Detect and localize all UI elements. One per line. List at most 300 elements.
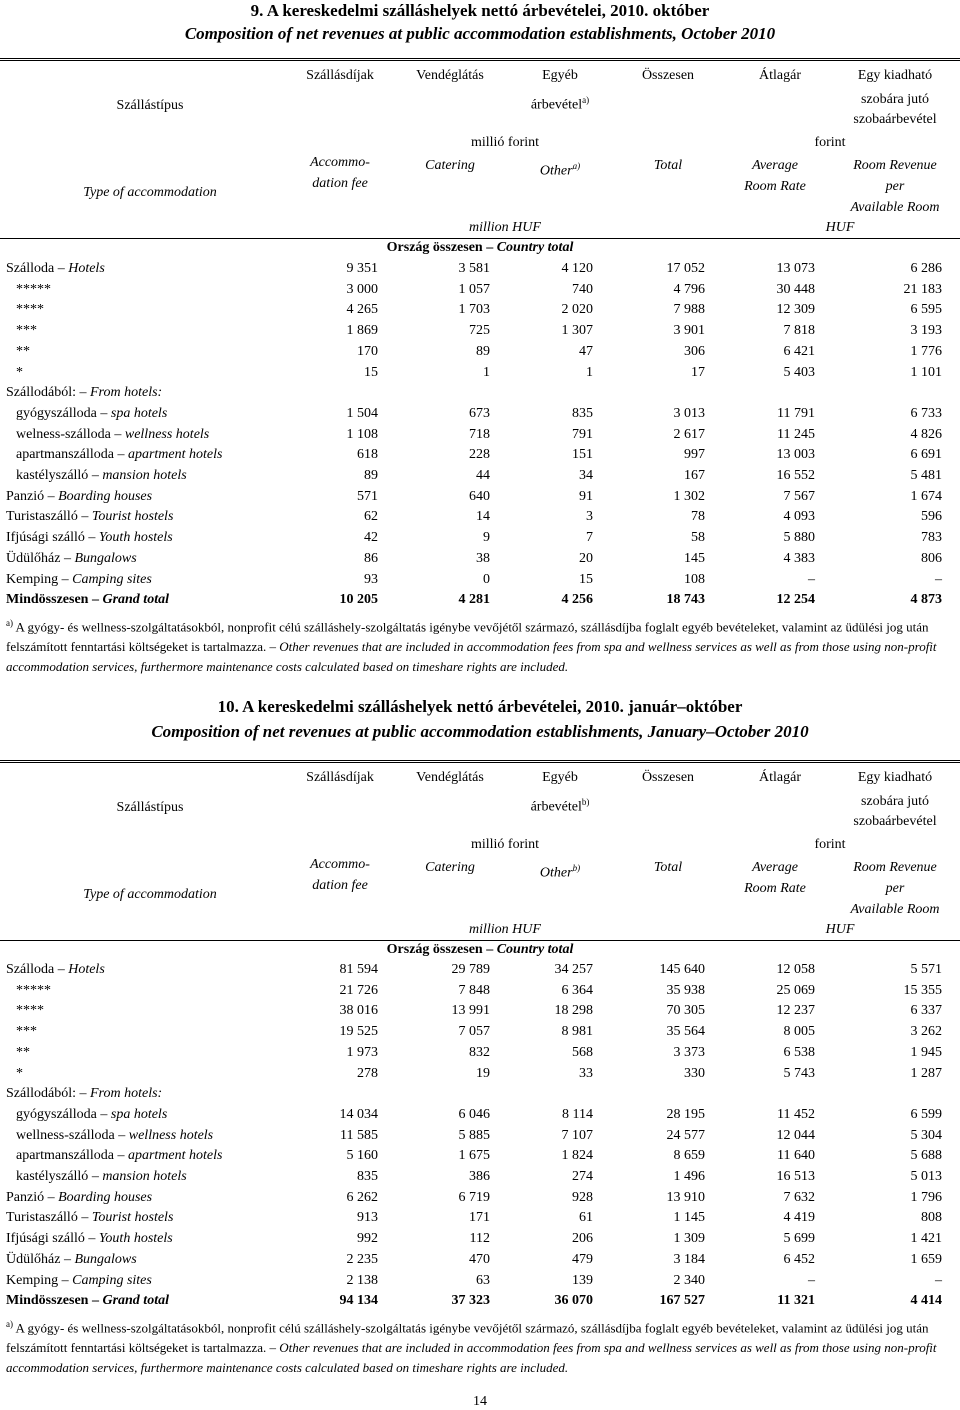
- row-label: *: [16, 1065, 23, 1081]
- cell-value: 28 195: [666, 1106, 705, 1122]
- cell-value: 112: [469, 1231, 490, 1247]
- row-label-en: Hotels: [68, 962, 105, 977]
- cell-value: 740: [572, 281, 593, 297]
- row-label: **: [16, 343, 30, 359]
- table-row: [0, 1188, 960, 1208]
- row-label: gyógyszálloda – spa hotels: [16, 405, 168, 421]
- table-row: [0, 383, 960, 403]
- cell-value: 6 733: [910, 405, 942, 421]
- row-label: Ifjúsági szálló – Youth hostels: [6, 530, 173, 546]
- table-row: [0, 1022, 960, 1042]
- row-label-en: Youth hostels: [98, 530, 173, 546]
- cell-value: 5 571: [910, 962, 942, 977]
- col6-header-hu-a: Egy kiadható: [857, 68, 933, 83]
- table-row: [0, 528, 960, 548]
- footnote-text: $^{a)}$ A gyógy- és wellness-szolgáltatásokból, nonprofit célú szálláshely-szolgáltatás igénybe vevőjétől származó, szállásdíjba foglalt egyéb bevételeket, valamint az üdülési jog után felszámított fenntartási költségeket is tartalmazza. – Other revenues that are included in accommodation fees from spa and wellness services as well as from those using non-profit accommodation services, furthermore maintenance costs calculated based on timeshare rights are included.: [6, 618, 937, 675]
- cell-value: 15: [579, 571, 593, 587]
- row-label-en: spa hotels: [110, 1106, 168, 1122]
- country-total-en: Country total: [496, 240, 574, 255]
- col1-header-en-b: dation fee: [312, 176, 368, 191]
- table-row: [0, 549, 960, 569]
- cell-value: 6 046: [458, 1106, 490, 1122]
- col4-header-hu: Összesen: [641, 770, 695, 785]
- cell-value: 5 688: [910, 1148, 942, 1164]
- cell-value: 7: [586, 530, 593, 546]
- row-label: Ifjúsági szálló – Youth hostels: [6, 1231, 173, 1247]
- cell-value: 171: [469, 1210, 490, 1226]
- cell-value: 596: [921, 509, 942, 525]
- cell-value: 1 703: [458, 302, 490, 318]
- table-row: [0, 960, 960, 980]
- cell-value: 11 791: [777, 405, 815, 421]
- country-total-label: Ország összesen – Country total: [386, 942, 574, 957]
- row-label: Szálloda – Hotels: [6, 962, 105, 977]
- cell-value: 1 945: [910, 1044, 942, 1060]
- cell-value: 673: [469, 405, 490, 421]
- col1-header-hu: Szállásdíjak: [306, 770, 374, 785]
- cell-value: 479: [572, 1251, 593, 1267]
- row-label: Kemping – Camping sites: [6, 571, 152, 587]
- cell-value: 1 674: [910, 488, 942, 504]
- footnote-en: Other revenues that are included in accommodation fees from spa and wellness services as well as from those using non-profit accommodation services, furthermore maintenance costs calculated based on timeshare rights are included.: [6, 1340, 937, 1376]
- row-label-en: Camping sites: [72, 1272, 152, 1288]
- col3-header-hu-a: Egyéb: [542, 770, 578, 785]
- cell-value: 725: [469, 323, 490, 339]
- cell-value: 11 245: [777, 426, 815, 442]
- cell-value: 7 107: [561, 1127, 593, 1143]
- cell-value: 3 373: [673, 1044, 705, 1060]
- cell-value: 86: [364, 550, 378, 566]
- cell-value: 330: [684, 1065, 705, 1081]
- cell-value: 34: [579, 468, 593, 483]
- col5-header-en-a: Average: [752, 158, 798, 173]
- row-label: Kemping – Camping sites: [6, 1272, 152, 1288]
- table-row: [0, 342, 960, 362]
- unit-huf: HUF: [825, 922, 855, 937]
- cell-value: 808: [921, 1210, 942, 1226]
- cell-value: 1: [483, 364, 490, 380]
- cell-value: 13 910: [666, 1189, 705, 1205]
- cell-value: 145: [684, 550, 705, 566]
- cell-value: 718: [469, 426, 490, 442]
- row-label: kastélyszálló – mansion hotels: [16, 468, 187, 483]
- cell-value: 42: [364, 530, 378, 546]
- table-row: [0, 1064, 960, 1084]
- cell-value: 15 355: [903, 982, 942, 998]
- table-row: [0, 1208, 960, 1228]
- page-number: 14: [473, 1394, 487, 1409]
- table-row: [0, 981, 960, 1001]
- row-label: welness-szálloda – wellness hotels: [16, 426, 210, 442]
- table-row: [0, 1126, 960, 1146]
- cell-value: 6 595: [910, 302, 942, 318]
- cell-value: 7 567: [783, 488, 815, 504]
- table10-title-hu: 10. A kereskedelmi szálláshelyek nettó árbevételei, 2010. január–október: [217, 697, 743, 716]
- col5-header-en-b: Room Rate: [744, 881, 806, 896]
- unit-million-forint: millió forint: [470, 837, 540, 852]
- row-label: ***: [16, 323, 37, 339]
- cell-value: 3: [586, 509, 593, 525]
- cell-value: 10 205: [339, 592, 378, 608]
- col6-header-en-a: Room Revenue: [853, 158, 937, 173]
- unit-million-forint: millió forint: [470, 135, 540, 150]
- cell-value: 17: [691, 364, 705, 380]
- cell-value: 167: [684, 468, 705, 483]
- row-label: ****: [16, 302, 44, 318]
- unit-forint: forint: [814, 135, 846, 150]
- table-row: [0, 1167, 960, 1187]
- cell-value: 15: [364, 364, 378, 380]
- cell-value: 70 305: [666, 1003, 705, 1019]
- cell-value: 992: [357, 1231, 378, 1247]
- cell-value: 11 585: [340, 1127, 378, 1143]
- row-label: Üdülőház – Bungalows: [6, 1251, 137, 1267]
- cell-value: 1 302: [673, 488, 705, 504]
- cell-value: 3 013: [673, 405, 705, 421]
- cell-value: 928: [572, 1189, 593, 1205]
- col5-header-hu: Átlagár: [759, 770, 801, 785]
- cell-value: 139: [572, 1272, 593, 1288]
- cell-value: 9 351: [346, 261, 378, 276]
- col3-header-hu-b: árbevétel$^{b)}$: [530, 797, 590, 815]
- cell-value: 1 421: [910, 1231, 942, 1247]
- cell-value: 1 057: [458, 281, 490, 297]
- cell-value: 4 419: [783, 1210, 815, 1226]
- row-label: Szállodából: – From hotels:: [6, 1086, 163, 1102]
- col6-header-hu-a: Egy kiadható: [857, 770, 933, 785]
- cell-value: 34 257: [554, 962, 593, 977]
- type-header-en: Type of accommodation: [83, 185, 217, 200]
- row-label: Turistaszálló – Tourist hostels: [6, 509, 174, 525]
- cell-value: 1 776: [910, 343, 942, 359]
- table-row: [0, 507, 960, 527]
- cell-value: 4 120: [561, 261, 593, 276]
- table-row: [0, 1271, 960, 1291]
- cell-value: 1 307: [561, 323, 593, 339]
- cell-value: 1: [586, 364, 593, 380]
- cell-value: 94 134: [339, 1293, 378, 1309]
- cell-value: 386: [469, 1169, 490, 1184]
- cell-value: 7 848: [458, 982, 490, 998]
- row-label: ***: [16, 1024, 37, 1040]
- cell-value: 4 256: [561, 592, 593, 608]
- col3-header-en: Other$^{a)}$: [539, 161, 581, 179]
- row-label-en: Grand total: [102, 1293, 169, 1309]
- country-total-label: Ország összesen – Country total: [386, 240, 574, 255]
- row-label: Panzió – Boarding houses: [6, 488, 153, 504]
- cell-value: 571: [357, 488, 378, 504]
- header-top-rule: [0, 760, 960, 763]
- col3-footnote-marker: a): [582, 95, 590, 105]
- cell-value: 6 538: [783, 1044, 815, 1060]
- cell-value: 6 421: [783, 343, 815, 359]
- cell-value: 791: [572, 426, 593, 442]
- cell-value: 89: [476, 343, 490, 359]
- col4-header-en: Total: [653, 860, 683, 875]
- footnote-text: $^{a)}$ A gyógy- és wellness-szolgáltatásokból, nonprofit célú szálláshely-szolgáltatás igénybe vevőjétől származó, szállásdíjba foglalt egyéb bevételeket, valamint az üdülési jog után felszámított fenntartási költségeket is tartalmazza. – Other revenues that are included in accommodation fees from spa and wellness services as well as from those using non-profit accommodation services, furthermore maintenance costs calculated based on timeshare rights are included.: [6, 1319, 937, 1376]
- cell-value: 21 183: [903, 281, 942, 297]
- cell-value: 35 564: [666, 1024, 705, 1040]
- header-bottom-rule: [0, 238, 960, 239]
- type-header-hu: Szállástípus: [116, 800, 184, 815]
- cell-value: 1 287: [910, 1065, 942, 1081]
- cell-value: 1 504: [346, 405, 378, 421]
- cell-value: 9: [483, 530, 490, 546]
- col6-header-hu-c: szobaárbevétel: [853, 112, 937, 127]
- cell-value: 81 594: [339, 962, 378, 977]
- table-row: [0, 404, 960, 424]
- row-label: Mindösszesen – Grand total: [6, 592, 169, 608]
- cell-value: 1 496: [673, 1169, 705, 1184]
- table-row: [0, 1291, 960, 1311]
- row-label: *****: [16, 281, 51, 297]
- cell-value: 832: [469, 1044, 490, 1060]
- row-label-en: Bungalows: [74, 550, 137, 566]
- table-row: [0, 487, 960, 507]
- cell-value: 470: [469, 1251, 490, 1267]
- cell-value: 1 659: [910, 1251, 942, 1267]
- col6-header-hu-b: szobára jutó: [860, 92, 930, 107]
- cell-value: 5 743: [783, 1065, 815, 1081]
- row-label-en: Youth hostels: [98, 1231, 173, 1247]
- table-row: [0, 280, 960, 300]
- cell-value: 5 699: [783, 1231, 815, 1247]
- cell-value: 12 044: [776, 1127, 815, 1143]
- table-row: [0, 1146, 960, 1166]
- cell-value: 89: [364, 468, 378, 483]
- cell-value: 6 691: [910, 447, 942, 463]
- row-label-en: Bungalows: [74, 1251, 137, 1267]
- cell-value: 145 640: [659, 962, 705, 977]
- cell-value: 1 145: [673, 1210, 705, 1226]
- col2-header-hu: Vendéglátás: [416, 770, 484, 785]
- cell-value: 108: [684, 571, 705, 587]
- col3-header-hu-b: árbevétel$^{a)}$: [530, 95, 590, 113]
- cell-value: 38 016: [339, 1003, 378, 1019]
- table-row: [0, 321, 960, 341]
- cell-value: 61: [579, 1210, 593, 1226]
- cell-value: 5 885: [458, 1127, 490, 1143]
- col6-header-en-c: Available Room: [850, 902, 940, 917]
- cell-value: 37 323: [451, 1293, 490, 1309]
- cell-value: 2 235: [346, 1251, 378, 1267]
- footnote-marker: a): [6, 1319, 13, 1329]
- col3-en-footnote-marker: b): [572, 863, 581, 873]
- country-total-en: Country total: [496, 942, 574, 957]
- table-row: [0, 590, 960, 610]
- row-label-en: Tourist hostels: [91, 509, 174, 525]
- cell-value: 35 938: [666, 982, 705, 998]
- row-label: Üdülőház – Bungalows: [6, 550, 137, 566]
- cell-value: 3 581: [458, 261, 490, 276]
- cell-value: 4 796: [673, 281, 705, 297]
- cell-value: 274: [572, 1169, 593, 1184]
- cell-value: 14: [476, 509, 490, 525]
- cell-value: 5 880: [783, 530, 815, 546]
- cell-value: 913: [357, 1210, 378, 1226]
- unit-million-huf: million HUF: [469, 922, 541, 937]
- cell-value: 16 513: [776, 1169, 815, 1184]
- footnote-marker: a): [6, 618, 13, 628]
- cell-value: 17 052: [666, 261, 705, 276]
- col1-header-hu: Szállásdíjak: [306, 68, 374, 83]
- row-label-en: Boarding houses: [58, 488, 153, 504]
- cell-value: 8 981: [561, 1024, 593, 1040]
- cell-value: 6 262: [346, 1189, 378, 1205]
- row-label: gyógyszálloda – spa hotels: [16, 1106, 168, 1122]
- cell-value: 11 321: [777, 1293, 815, 1309]
- col3-en-footnote-marker: a): [572, 161, 581, 171]
- cell-value: 151: [572, 447, 593, 463]
- cell-value: 8 005: [783, 1024, 815, 1040]
- cell-value: 835: [572, 405, 593, 421]
- table-row: [0, 300, 960, 320]
- type-header-en: Type of accommodation: [83, 887, 217, 902]
- cell-value: 24 577: [666, 1127, 705, 1143]
- cell-value: 11 452: [777, 1106, 815, 1122]
- cell-value: 7 632: [783, 1189, 815, 1205]
- cell-value: 6 452: [783, 1251, 815, 1267]
- cell-value: 1 101: [910, 364, 942, 380]
- cell-value: 44: [476, 468, 490, 483]
- cell-value: 8 659: [673, 1148, 705, 1164]
- row-label-en: Camping sites: [72, 571, 152, 587]
- cell-value: 12 237: [776, 1003, 815, 1019]
- cell-value: 5 304: [910, 1127, 942, 1143]
- cell-value: 36 070: [554, 1293, 593, 1309]
- cell-value: 7 057: [458, 1024, 490, 1040]
- cell-value: 20: [579, 550, 593, 566]
- cell-value: 278: [357, 1065, 378, 1081]
- cell-value: 25 069: [776, 982, 815, 998]
- cell-value: 806: [921, 550, 942, 566]
- table-row: [0, 363, 960, 383]
- col2-header-hu: Vendéglátás: [416, 68, 484, 83]
- cell-value: 6 337: [910, 1003, 942, 1019]
- cell-value: 1 869: [346, 323, 378, 339]
- row-label: Turistaszálló – Tourist hostels: [6, 1210, 174, 1226]
- cell-value: 33: [579, 1065, 593, 1081]
- unit-huf: HUF: [825, 220, 855, 235]
- cell-value: –: [935, 571, 942, 587]
- cell-value: 19: [476, 1065, 490, 1081]
- cell-value: 21 726: [339, 982, 378, 998]
- col5-header-en-b: Room Rate: [744, 179, 806, 194]
- row-label: Szálloda – Hotels: [6, 261, 105, 276]
- footnote-en: Other revenues that are included in accommodation fees from spa and wellness services as well as from those using non-profit accommodation services, furthermore maintenance costs calculated based on timeshare rights are included.: [6, 639, 937, 675]
- col4-header-hu: Összesen: [641, 68, 695, 83]
- table-row: [0, 570, 960, 590]
- cell-value: 91: [579, 488, 593, 504]
- table-row: [0, 1043, 960, 1063]
- cell-value: 13 003: [776, 447, 815, 463]
- cell-value: 7 988: [673, 302, 705, 318]
- row-label: *: [16, 364, 23, 380]
- cell-value: 0: [483, 571, 490, 587]
- row-label-en: Hotels: [68, 261, 105, 276]
- col6-header-en-b: per: [885, 179, 905, 194]
- cell-value: 5 403: [783, 364, 815, 380]
- cell-value: 2 340: [673, 1272, 705, 1288]
- cell-value: 13 073: [776, 261, 815, 276]
- table-row: [0, 1105, 960, 1125]
- col1-header-en-b: dation fee: [312, 878, 368, 893]
- row-label-en: From hotels:: [90, 1086, 163, 1102]
- cell-value: 5 481: [910, 468, 942, 483]
- cell-value: 78: [691, 509, 705, 525]
- cell-value: 3 000: [346, 281, 378, 297]
- cell-value: 1 824: [561, 1148, 593, 1164]
- cell-value: –: [808, 1272, 815, 1288]
- cell-value: 167 527: [659, 1293, 705, 1309]
- cell-value: 640: [469, 488, 490, 504]
- row-label: wellness-szálloda – wellness hotels: [16, 1127, 214, 1143]
- table-row: [0, 1084, 960, 1104]
- cell-value: 6 364: [561, 982, 593, 998]
- table-row: [0, 1250, 960, 1270]
- cell-value: 170: [357, 343, 378, 359]
- cell-value: 3 184: [673, 1251, 705, 1267]
- cell-value: 835: [357, 1169, 378, 1184]
- cell-value: 783: [921, 530, 942, 546]
- cell-value: 4 265: [346, 302, 378, 318]
- cell-value: 997: [684, 447, 705, 463]
- cell-value: –: [808, 571, 815, 587]
- col6-header-hu-b: szobára jutó: [860, 794, 930, 809]
- col3-footnote-marker: b): [581, 797, 590, 807]
- col6-header-en-a: Room Revenue: [853, 860, 937, 875]
- row-label-en: spa hotels: [110, 405, 168, 421]
- row-label: apartmanszálloda – apartment hotels: [16, 1148, 223, 1164]
- table9-title-hu: 9. A kereskedelmi szálláshelyek nettó árbevételei, 2010. október: [250, 1, 710, 20]
- row-label-en: mansion hotels: [102, 468, 187, 483]
- col5-header-en-a: Average: [752, 860, 798, 875]
- cell-value: 4 093: [783, 509, 815, 525]
- col6-header-en-b: per: [885, 881, 905, 896]
- row-label-en: wellness hotels: [128, 1127, 214, 1143]
- row-label: apartmanszálloda – apartment hotels: [16, 447, 223, 463]
- col5-header-hu: Átlagár: [759, 68, 801, 83]
- row-label-en: wellness hotels: [124, 426, 210, 442]
- table-row: [0, 1229, 960, 1249]
- table-row: [0, 1001, 960, 1021]
- cell-value: 47: [579, 343, 593, 359]
- row-label: kastélyszálló – mansion hotels: [16, 1169, 187, 1184]
- cell-value: 7 818: [783, 323, 815, 339]
- table-row: [0, 259, 960, 279]
- cell-value: 63: [476, 1272, 490, 1288]
- col4-header-en: Total: [653, 158, 683, 173]
- cell-value: 4 873: [910, 592, 942, 608]
- table-row: [0, 445, 960, 465]
- cell-value: 18 298: [554, 1003, 593, 1019]
- cell-value: 12 309: [776, 302, 815, 318]
- cell-value: 16 552: [776, 468, 815, 483]
- table9-title-en: Composition of net revenues at public accommodation establishments, October 2010: [184, 24, 776, 43]
- cell-value: 30 448: [776, 281, 815, 297]
- cell-value: 228: [469, 447, 490, 463]
- cell-value: 4 414: [910, 1293, 942, 1309]
- row-label-en: Boarding houses: [58, 1189, 153, 1205]
- row-label: Mindösszesen – Grand total: [6, 1293, 169, 1309]
- header-bottom-rule: [0, 940, 960, 941]
- row-label-en: apartment hotels: [127, 1148, 223, 1164]
- cell-value: 5 013: [910, 1169, 942, 1184]
- cell-value: 29 789: [451, 962, 490, 977]
- col3-header-en: Other$^{b)}$: [539, 863, 581, 881]
- cell-value: 3 901: [673, 323, 705, 339]
- row-label: Szállodából: – From hotels:: [6, 385, 163, 401]
